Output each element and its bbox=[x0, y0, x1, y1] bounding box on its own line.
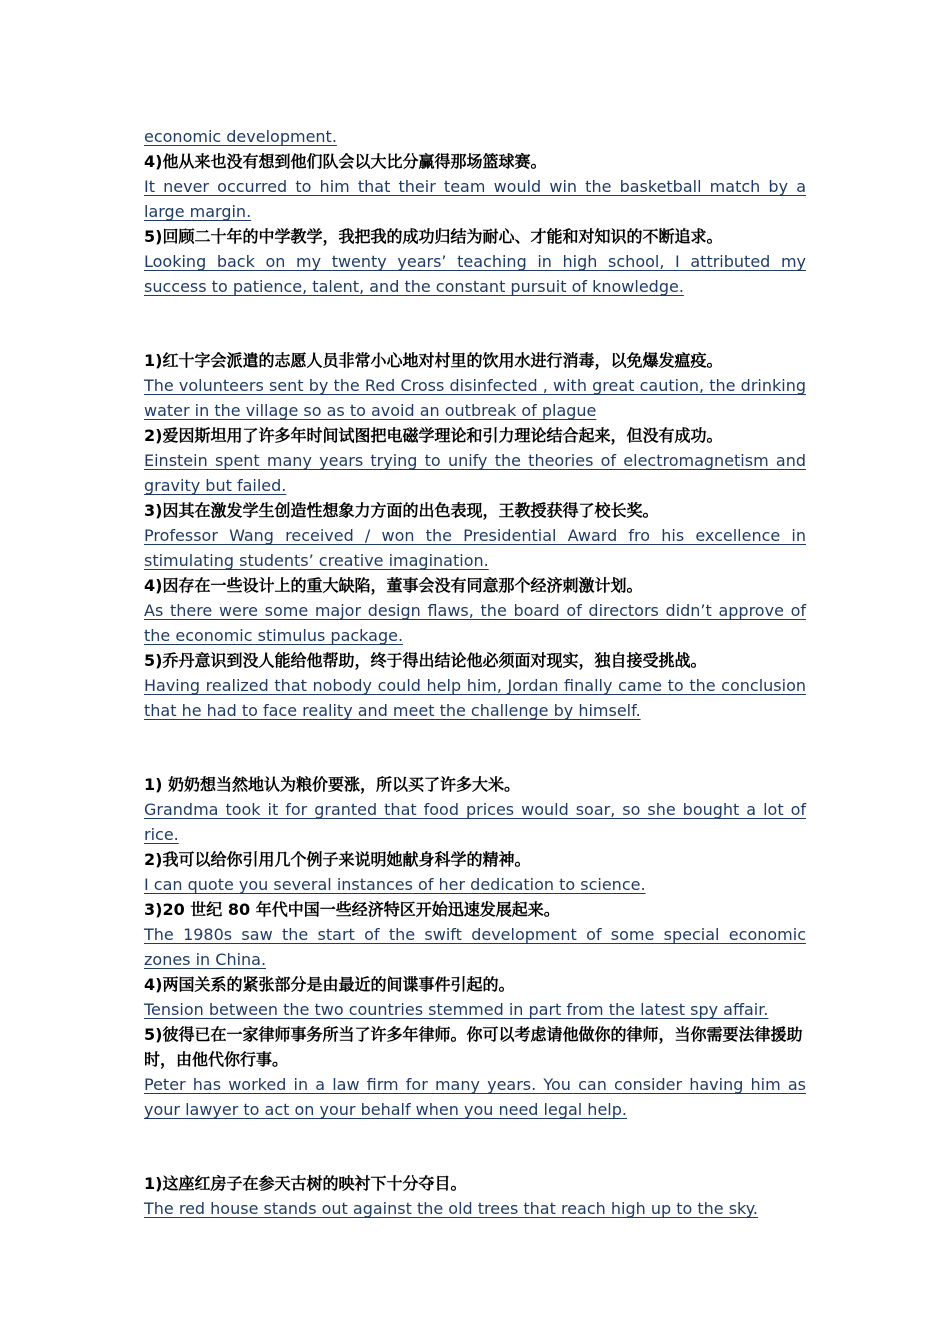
chinese-sentence: 5)回顾二十年的中学教学，我把我的成功归结为耐心、才能和对知识的不断追求。 bbox=[144, 227, 723, 246]
english-translation: The 1980s saw the start of the swift development of some special economic zones in China. bbox=[144, 925, 806, 969]
chinese-sentence: 4)两国关系的紧张部分是由最近的间谍事件引起的。 bbox=[144, 975, 515, 994]
english-translation: Having realized that nobody could help him, Jordan finally came to the conclusion that he had to face reality and meet the challenge by himself. bbox=[144, 676, 806, 720]
exercise-section-2 bbox=[144, 348, 806, 723]
exercise-section-4 bbox=[144, 1171, 806, 1221]
chinese-sentence: 2)我可以给你引用几个例子来说明她献身科学的精神。 bbox=[144, 850, 531, 869]
english-translation: economic development. bbox=[144, 127, 337, 146]
section-spacer bbox=[144, 723, 806, 772]
chinese-sentence: 2)爱因斯坦用了许多年时间试图把电磁学理论和引力理论结合起来，但没有成功。 bbox=[144, 426, 723, 445]
chinese-sentence: 5)乔丹意识到没人能给他帮助，终于得出结论他必须面对现实，独自接受挑战。 bbox=[144, 651, 707, 670]
chinese-sentence: 1) 奶奶想当然地认为粮价要涨，所以买了许多大米。 bbox=[144, 775, 521, 794]
english-translation: Tension between the two countries stemmed in part from the latest spy affair. bbox=[144, 1000, 769, 1019]
english-translation: The red house stands out against the old trees that reach high up to the sky. bbox=[144, 1199, 759, 1218]
english-translation: As there were some major design flaws, the board of directors didn’t approve of the economic stimulus package. bbox=[144, 601, 806, 645]
chinese-sentence: 3)20 世纪 80 年代中国一些经济特区开始迅速发展起来。 bbox=[144, 900, 560, 919]
english-translation: Einstein spent many years trying to unify the theories of electromagnetism and gravity but failed. bbox=[144, 451, 806, 495]
english-translation: It never occurred to him that their team would win the basketball match by a large margin. bbox=[144, 177, 806, 221]
chinese-sentence: 5)彼得已在一家律师事务所当了许多年律师。你可以考虑请他做你的律师，当你需要法律援助时，由他代你行事。 bbox=[144, 1025, 803, 1069]
english-translation: Grandma took it for granted that food prices would soar, so she bought a lot of rice. bbox=[144, 800, 806, 844]
chinese-sentence: 1)这座红房子在参天古树的映衬下十分夺目。 bbox=[144, 1174, 467, 1193]
section-spacer bbox=[144, 299, 806, 348]
english-translation: I can quote you several instances of her dedication to science. bbox=[144, 875, 646, 894]
english-translation: Professor Wang received / won the Presidential Award fro his excellence in stimulating students’ creative imagination. bbox=[144, 526, 806, 570]
document-page bbox=[144, 124, 806, 1221]
english-translation: Peter has worked in a law firm for many years. You can consider having him as your lawyer to act on your behalf when you need legal help. bbox=[144, 1075, 806, 1119]
chinese-sentence: 1)红十字会派遣的志愿人员非常小心地对村里的饮用水进行消毒，以免爆发瘟疫。 bbox=[144, 351, 723, 370]
chinese-sentence: 3)因其在激发学生创造性想象力方面的出色表现，王教授获得了校长奖。 bbox=[144, 501, 659, 520]
exercise-section-1 bbox=[144, 124, 806, 299]
english-translation: The volunteers sent by the Red Cross disinfected , with great caution, the drinking water in the village so as to avoid an outbreak of plague bbox=[144, 376, 806, 420]
exercise-section-3 bbox=[144, 772, 806, 1122]
chinese-sentence: 4)他从来也没有想到他们队会以大比分赢得那场篮球赛。 bbox=[144, 152, 547, 171]
english-translation: Looking back on my twenty years’ teaching in high school, I attributed my success to patience, talent, and the constant pursuit of knowledge. bbox=[144, 252, 806, 296]
section-spacer bbox=[144, 1122, 806, 1171]
chinese-sentence: 4)因存在一些设计上的重大缺陷，董事会没有同意那个经济刺激计划。 bbox=[144, 576, 643, 595]
